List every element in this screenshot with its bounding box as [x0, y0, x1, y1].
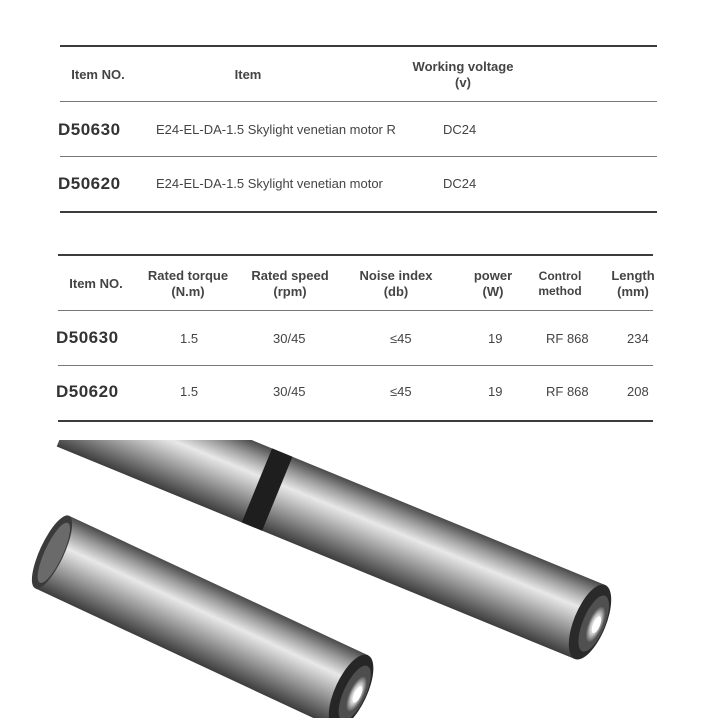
table2-header-power-unit: (W) [482, 284, 504, 299]
table2-header-noise-label: Noise index [359, 268, 433, 283]
table1-row1-item: E24-EL-DA-1.5 Skylight venetian motor R [156, 122, 396, 137]
table2-row1-control: RF 868 [546, 331, 589, 346]
table2-header-torque-label: Rated torque [147, 268, 229, 283]
table2-row2-code: D50620 [56, 382, 119, 401]
tubular-motor-image [0, 440, 718, 718]
table2-header-speed [244, 268, 336, 300]
table2-row1-power: 19 [488, 331, 503, 346]
table1-header-voltage-label: Working voltage [412, 59, 514, 74]
table2-row1-length: 234 [627, 331, 649, 346]
table1-bottom-rule [60, 211, 657, 213]
table1-row1-code: D50630 [58, 120, 121, 139]
table2-top-rule [58, 254, 653, 256]
table2-header-power-label: power [473, 268, 513, 283]
table2-bottom-rule [58, 420, 653, 422]
table2-header-torque [140, 268, 236, 300]
table2-header-speed-label: Rated speed [251, 268, 329, 283]
table2-header-control-label: Control [538, 269, 582, 283]
table1-header-item: Item [234, 67, 262, 82]
table2-row1-speed: 30/45 [273, 331, 306, 346]
table2-header-torque-unit: (N.m) [171, 284, 205, 299]
table2-header-noise [352, 268, 440, 300]
table2-row2-power: 19 [488, 384, 503, 399]
table2-header-length [604, 268, 662, 300]
table2-row1-torque: 1.5 [180, 331, 199, 346]
table2-header-noise-unit: (db) [383, 284, 409, 299]
table2-row2-length: 208 [627, 384, 649, 399]
table2-row1-noise: ≤45 [390, 331, 412, 346]
table1-row2-voltage: DC24 [443, 176, 477, 191]
table1-header-rule [60, 101, 657, 102]
table2-row2-speed: 30/45 [273, 384, 306, 399]
table1-header-voltage-unit: (v) [455, 75, 471, 90]
table1-top-rule [60, 45, 657, 47]
table2-row2-torque: 1.5 [180, 384, 199, 399]
table1-header-item-no: Item NO. [71, 67, 125, 82]
table2-header-rule [58, 310, 653, 311]
table2-header-control [532, 269, 588, 299]
table1-row1-voltage: DC24 [443, 122, 477, 137]
table2-row2-noise: ≤45 [390, 384, 412, 399]
table2-row2-control: RF 868 [546, 384, 589, 399]
table2-header-power [466, 268, 520, 300]
table1-row2-item: E24-EL-DA-1.5 Skylight venetian motor [156, 176, 383, 191]
table1-row2-code: D50620 [58, 174, 121, 193]
table2-header-length-label: Length [611, 268, 655, 283]
table2-header-length-unit: (mm) [617, 284, 649, 299]
table1-row-rule [60, 156, 657, 157]
table2-header-item-no: Item NO. [69, 276, 123, 291]
table2-row1-code: D50630 [56, 328, 119, 347]
table2-header-control-unit: method [538, 284, 582, 298]
table2-header-speed-unit: (rpm) [273, 284, 307, 299]
table2-row-rule [58, 365, 653, 366]
table1-header-voltage [403, 59, 523, 91]
